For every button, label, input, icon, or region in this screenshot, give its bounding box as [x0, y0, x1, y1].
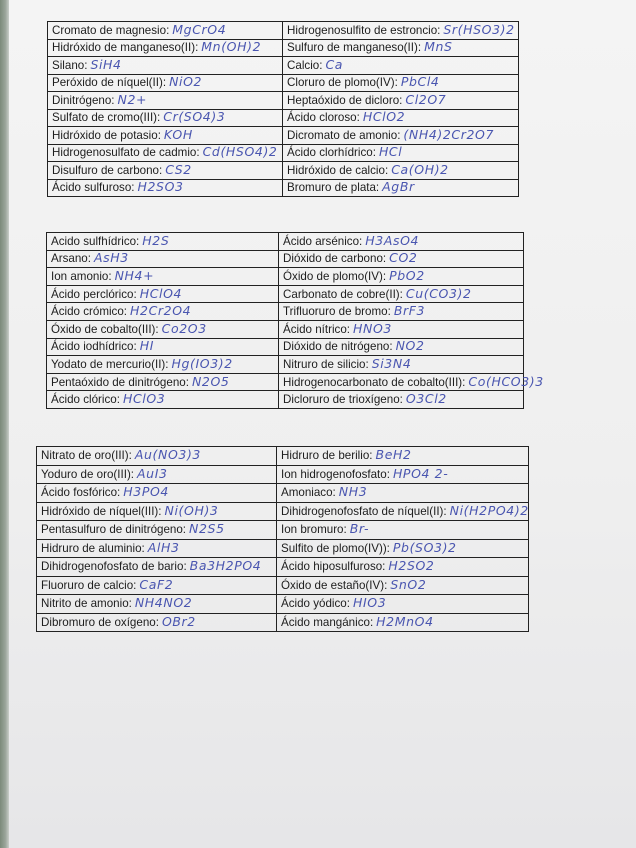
- handwritten-formula: HClO2: [362, 109, 406, 125]
- compound-cell-right: [283, 127, 519, 145]
- compound-cell-right: [279, 373, 544, 391]
- compound-name: Dihidrogenofosfato de bario:: [41, 560, 187, 574]
- compound-cell-left: [47, 320, 279, 338]
- compound-name: Hidrogenosulfito de estroncio:: [287, 23, 441, 37]
- compound-cell-right: [283, 144, 519, 162]
- table-row: [47, 303, 524, 321]
- page-edge-shadow: [0, 0, 9, 848]
- handwritten-formula: H3PO4: [123, 484, 169, 500]
- table-row: [48, 162, 519, 180]
- handwritten-formula: CO2: [389, 250, 418, 266]
- compound-name: Nitrato de oro(III):: [41, 449, 132, 463]
- compound-cell-right: [279, 320, 524, 338]
- compound-name: Hidrogenosulfato de cadmio:: [52, 146, 200, 160]
- table-row: [47, 268, 524, 286]
- compound-cell-right: [277, 447, 529, 466]
- table-row: [37, 576, 529, 595]
- compound-cell-right: [277, 502, 529, 521]
- table-row: [48, 39, 519, 57]
- handwritten-formula: H2SO3: [137, 179, 184, 195]
- handwritten-formula: HCl: [378, 144, 403, 160]
- compound-cell-right: [277, 558, 529, 577]
- compound-cell-right: [283, 39, 519, 57]
- compound-name: Dióxido de carbono:: [283, 252, 387, 266]
- handwritten-formula: HNO3: [353, 320, 392, 336]
- handwritten-formula: (NH4)2Cr2O7: [403, 126, 495, 142]
- compound-name: Ion amonio:: [51, 269, 112, 283]
- handwritten-formula: N2S5: [189, 521, 225, 537]
- handwritten-formula: OBr2: [161, 613, 196, 629]
- compound-name: Nitrito de amonio:: [41, 597, 132, 611]
- handwritten-formula: MgCrO4: [172, 21, 227, 37]
- compound-name: Hidrogenocarbonato de cobalto(III):: [283, 375, 466, 389]
- table-row: [47, 250, 524, 268]
- compound-cell-right: [277, 613, 529, 632]
- compound-cell-left: [37, 465, 277, 484]
- compound-cell-left: [37, 613, 277, 632]
- handwritten-formula: Co2O3: [161, 320, 207, 336]
- compound-name: Trifluoruro de bromo:: [283, 305, 391, 319]
- compound-name: Ion bromuro:: [281, 523, 347, 537]
- table-row: [48, 127, 519, 145]
- compound-cell-left: [47, 391, 279, 409]
- compound-cell-left: [48, 92, 283, 110]
- table-row: [37, 521, 529, 540]
- handwritten-formula: Ca(OH)2: [391, 161, 449, 177]
- compound-cell-right: [283, 109, 519, 127]
- handwritten-formula: H2Cr2O4: [130, 303, 192, 319]
- compound-name: Cromato de magnesio:: [52, 23, 170, 37]
- handwritten-formula: HI: [139, 338, 155, 354]
- table-row: [37, 447, 529, 466]
- handwritten-formula: N2+: [117, 91, 148, 107]
- compound-cell-left: [48, 162, 283, 180]
- handwritten-formula: AlH3: [147, 539, 180, 555]
- compound-cell-left: [37, 576, 277, 595]
- compound-cell-left: [48, 57, 283, 75]
- compound-cell-left: [48, 74, 283, 92]
- compound-name: Amoniaco:: [281, 486, 336, 500]
- handwritten-formula: SnO2: [390, 576, 427, 592]
- handwritten-formula: H2MnO4: [376, 613, 434, 629]
- compound-name: Hidruro de berilio:: [281, 449, 373, 463]
- compound-name: Heptaóxido de dicloro:: [287, 93, 403, 107]
- compound-cell-left: [47, 303, 279, 321]
- compound-name: Peróxido de níquel(II):: [52, 76, 167, 90]
- compound-cell-right: [283, 57, 519, 75]
- compound-cell-right: [279, 233, 524, 251]
- compound-name: Bromuro de plata:: [287, 181, 380, 195]
- formula-table-body: [47, 232, 544, 409]
- compound-name: Acido sulfhídrico:: [51, 234, 140, 248]
- table-row: [48, 144, 519, 162]
- table-row: [48, 22, 519, 40]
- table-row: [37, 465, 529, 484]
- compound-cell-right: [277, 595, 529, 614]
- compound-name: Ácido clorhídrico:: [287, 146, 376, 160]
- table-row: [37, 539, 529, 558]
- compound-cell-left: [48, 109, 283, 127]
- compound-cell-right: [279, 303, 524, 321]
- handwritten-formula: BrF3: [393, 303, 426, 319]
- table-row: [37, 558, 529, 577]
- compound-name: Hidróxido de potasio:: [52, 128, 161, 142]
- compound-name: Ácido perclórico:: [51, 287, 137, 301]
- compound-name: Dinitrógeno:: [52, 93, 115, 107]
- handwritten-formula: NiO2: [169, 74, 203, 90]
- compound-name: Sulfito de plomo(IV)):: [281, 541, 390, 555]
- table-row: [37, 502, 529, 521]
- compound-name: Dicromato de amonio:: [287, 128, 401, 142]
- compound-cell-right: [283, 22, 519, 40]
- handwritten-formula: HPO4 2-: [392, 465, 449, 481]
- compound-cell-right: [277, 576, 529, 595]
- compound-cell-left: [37, 484, 277, 503]
- compound-name: Ácido arsénico:: [283, 234, 363, 248]
- handwritten-formula: Hg(IO3)2: [171, 355, 233, 371]
- table-row: [37, 484, 529, 503]
- compound-cell-left: [48, 22, 283, 40]
- compound-name: Yodato de mercurio(II):: [51, 357, 169, 371]
- handwritten-formula: Cd(HSO4)2: [202, 144, 278, 160]
- handwritten-formula: Ba3H2PO4: [189, 558, 262, 574]
- compound-name: Ácido nítrico:: [283, 322, 351, 336]
- compound-name: Óxido de estaño(IV):: [281, 578, 388, 592]
- compound-name: Ácido yódico:: [281, 597, 350, 611]
- compound-cell-left: [48, 179, 283, 197]
- handwritten-formula: NO2: [395, 338, 425, 354]
- table-row: [47, 373, 524, 391]
- handwritten-formula: Br-: [349, 521, 370, 537]
- handwritten-formula: Ni(OH)3: [164, 502, 219, 518]
- table-row: [47, 233, 524, 251]
- compound-cell-left: [37, 447, 277, 466]
- handwritten-formula: Cr(SO4)3: [163, 109, 226, 125]
- compound-name: Cloruro de plomo(IV):: [287, 76, 398, 90]
- table-row: [37, 613, 529, 632]
- compound-cell-right: [283, 179, 519, 197]
- handwritten-formula: AsH3: [93, 250, 129, 266]
- compound-name: Fluoruro de calcio:: [41, 578, 137, 592]
- handwritten-formula: H2S: [142, 232, 170, 248]
- compound-cell-right: [283, 162, 519, 180]
- compound-cell-right: [279, 338, 524, 356]
- compound-name: Hidróxido de manganeso(II):: [52, 41, 199, 55]
- handwritten-formula: HIO3: [352, 595, 387, 611]
- handwritten-formula: SiH4: [90, 56, 122, 72]
- compound-name: Ácido mangánico:: [281, 615, 374, 629]
- handwritten-formula: CS2: [165, 161, 192, 177]
- compound-name: Dibromuro de oxígeno:: [41, 615, 159, 629]
- compound-cell-right: [277, 484, 529, 503]
- table-row: [47, 356, 524, 374]
- handwritten-formula: Sr(HSO3)2: [443, 21, 515, 37]
- compound-cell-left: [48, 39, 283, 57]
- formula-table-3: [36, 446, 529, 632]
- compound-cell-left: [37, 539, 277, 558]
- compound-name: Disulfuro de carbono:: [52, 163, 163, 177]
- handwritten-formula: NH4+: [114, 267, 155, 283]
- compound-cell-left: [48, 127, 283, 145]
- compound-name: Silano:: [52, 58, 88, 72]
- compound-name: Arsano:: [51, 252, 91, 266]
- compound-name: Nitruro de silicio:: [283, 357, 369, 371]
- compound-cell-left: [37, 595, 277, 614]
- compound-cell-right: [277, 465, 529, 484]
- compound-name: Dióxido de nitrógeno:: [283, 340, 393, 354]
- handwritten-formula: Co(HCO3)3: [468, 373, 544, 389]
- compound-cell-right: [277, 521, 529, 540]
- handwritten-formula: H3AsO4: [365, 232, 420, 248]
- compound-cell-right: [283, 92, 519, 110]
- handwritten-formula: Mn(OH)2: [201, 39, 262, 55]
- handwritten-formula: H2SO2: [388, 558, 435, 574]
- table-row: [47, 391, 524, 409]
- handwritten-formula: HClO4: [139, 285, 183, 301]
- compound-cell-left: [47, 356, 279, 374]
- compound-name: Yoduro de oro(III):: [41, 467, 135, 481]
- handwritten-formula: Pb(SO3)2: [392, 539, 457, 555]
- compound-name: Hidróxido de níquel(III):: [41, 504, 162, 518]
- handwritten-formula: BeH2: [375, 447, 412, 463]
- compound-name: Sulfuro de manganeso(II):: [287, 41, 422, 55]
- compound-name: Ácido cloroso:: [287, 111, 360, 125]
- compound-name: Calcio:: [287, 58, 323, 72]
- compound-cell-right: [279, 356, 524, 374]
- compound-cell-left: [47, 268, 279, 286]
- compound-name: Ácido iodhídrico:: [51, 340, 137, 354]
- compound-name: Ácido fosfórico:: [41, 486, 121, 500]
- formula-table-body: [37, 447, 529, 632]
- table-row: [37, 595, 529, 614]
- compound-name: Hidruro de aluminio:: [41, 541, 145, 555]
- compound-name: Ácido clórico:: [51, 393, 120, 407]
- handwritten-formula: Au(NO3)3: [134, 447, 201, 463]
- compound-name: Ácido hiposulfuroso:: [281, 560, 386, 574]
- handwritten-formula: KOH: [163, 126, 193, 142]
- compound-name: Ácido sulfuroso:: [52, 181, 135, 195]
- table-row: [47, 285, 524, 303]
- table-row: [48, 92, 519, 110]
- compound-cell-left: [47, 338, 279, 356]
- compound-name: Carbonato de cobre(II):: [283, 287, 403, 301]
- table-row: [47, 338, 524, 356]
- handwritten-formula: Ni(H2PO4)2: [449, 502, 529, 518]
- compound-cell-left: [47, 373, 279, 391]
- handwritten-formula: PbCl4: [400, 74, 440, 90]
- table-row: [48, 109, 519, 127]
- compound-name: Pentaóxido de dinitrógeno:: [51, 375, 189, 389]
- table-row: [48, 57, 519, 75]
- handwritten-formula: AgBr: [382, 179, 415, 195]
- compound-name: Óxido de plomo(IV):: [283, 269, 387, 283]
- handwritten-formula: AuI3: [137, 465, 168, 481]
- handwritten-formula: NH3: [338, 484, 368, 500]
- formula-table-1: [47, 21, 519, 197]
- handwritten-formula: CaF2: [139, 576, 174, 592]
- compound-name: Pentasulfuro de dinitrógeno:: [41, 523, 187, 537]
- compound-name: Sulfato de cromo(III):: [52, 111, 161, 125]
- handwritten-formula: MnS: [424, 39, 453, 55]
- compound-cell-right: [279, 250, 524, 268]
- compound-cell-left: [48, 144, 283, 162]
- handwritten-formula: PbO2: [389, 267, 425, 283]
- compound-cell-right: [279, 268, 524, 286]
- handwritten-formula: O3Cl2: [405, 391, 447, 407]
- compound-name: Óxido de cobalto(III):: [51, 322, 159, 336]
- compound-cell-left: [37, 502, 277, 521]
- compound-cell-right: [277, 539, 529, 558]
- table-row: [47, 320, 524, 338]
- handwritten-formula: Cu(CO3)2: [405, 285, 472, 301]
- compound-name: Dicloruro de trioxígeno:: [283, 393, 403, 407]
- compound-cell-right: [283, 74, 519, 92]
- handwritten-formula: Ca: [325, 56, 344, 72]
- compound-cell-right: [279, 285, 524, 303]
- handwritten-formula: HClO3: [122, 391, 166, 407]
- compound-cell-left: [47, 285, 279, 303]
- compound-cell-left: [47, 250, 279, 268]
- handwritten-formula: Si3N4: [371, 355, 412, 371]
- compound-cell-left: [37, 558, 277, 577]
- table-row: [48, 179, 519, 197]
- compound-cell-right: [279, 391, 524, 409]
- compound-cell-left: [37, 521, 277, 540]
- handwritten-formula: N2O5: [191, 373, 230, 389]
- compound-name: Ácido crómico:: [51, 305, 128, 319]
- handwritten-formula: NH4NO2: [134, 595, 193, 611]
- compound-name: Ion hidrogenofosfato:: [281, 467, 390, 481]
- handwritten-formula: Cl2O7: [405, 91, 447, 107]
- formula-table-2: [46, 232, 544, 409]
- table-row: [48, 74, 519, 92]
- compound-name: Dihidrogenofosfato de níquel(II):: [281, 504, 447, 518]
- formula-table-body: [48, 22, 519, 197]
- compound-name: Hidróxido de calcio:: [287, 163, 389, 177]
- compound-cell-left: [47, 233, 279, 251]
